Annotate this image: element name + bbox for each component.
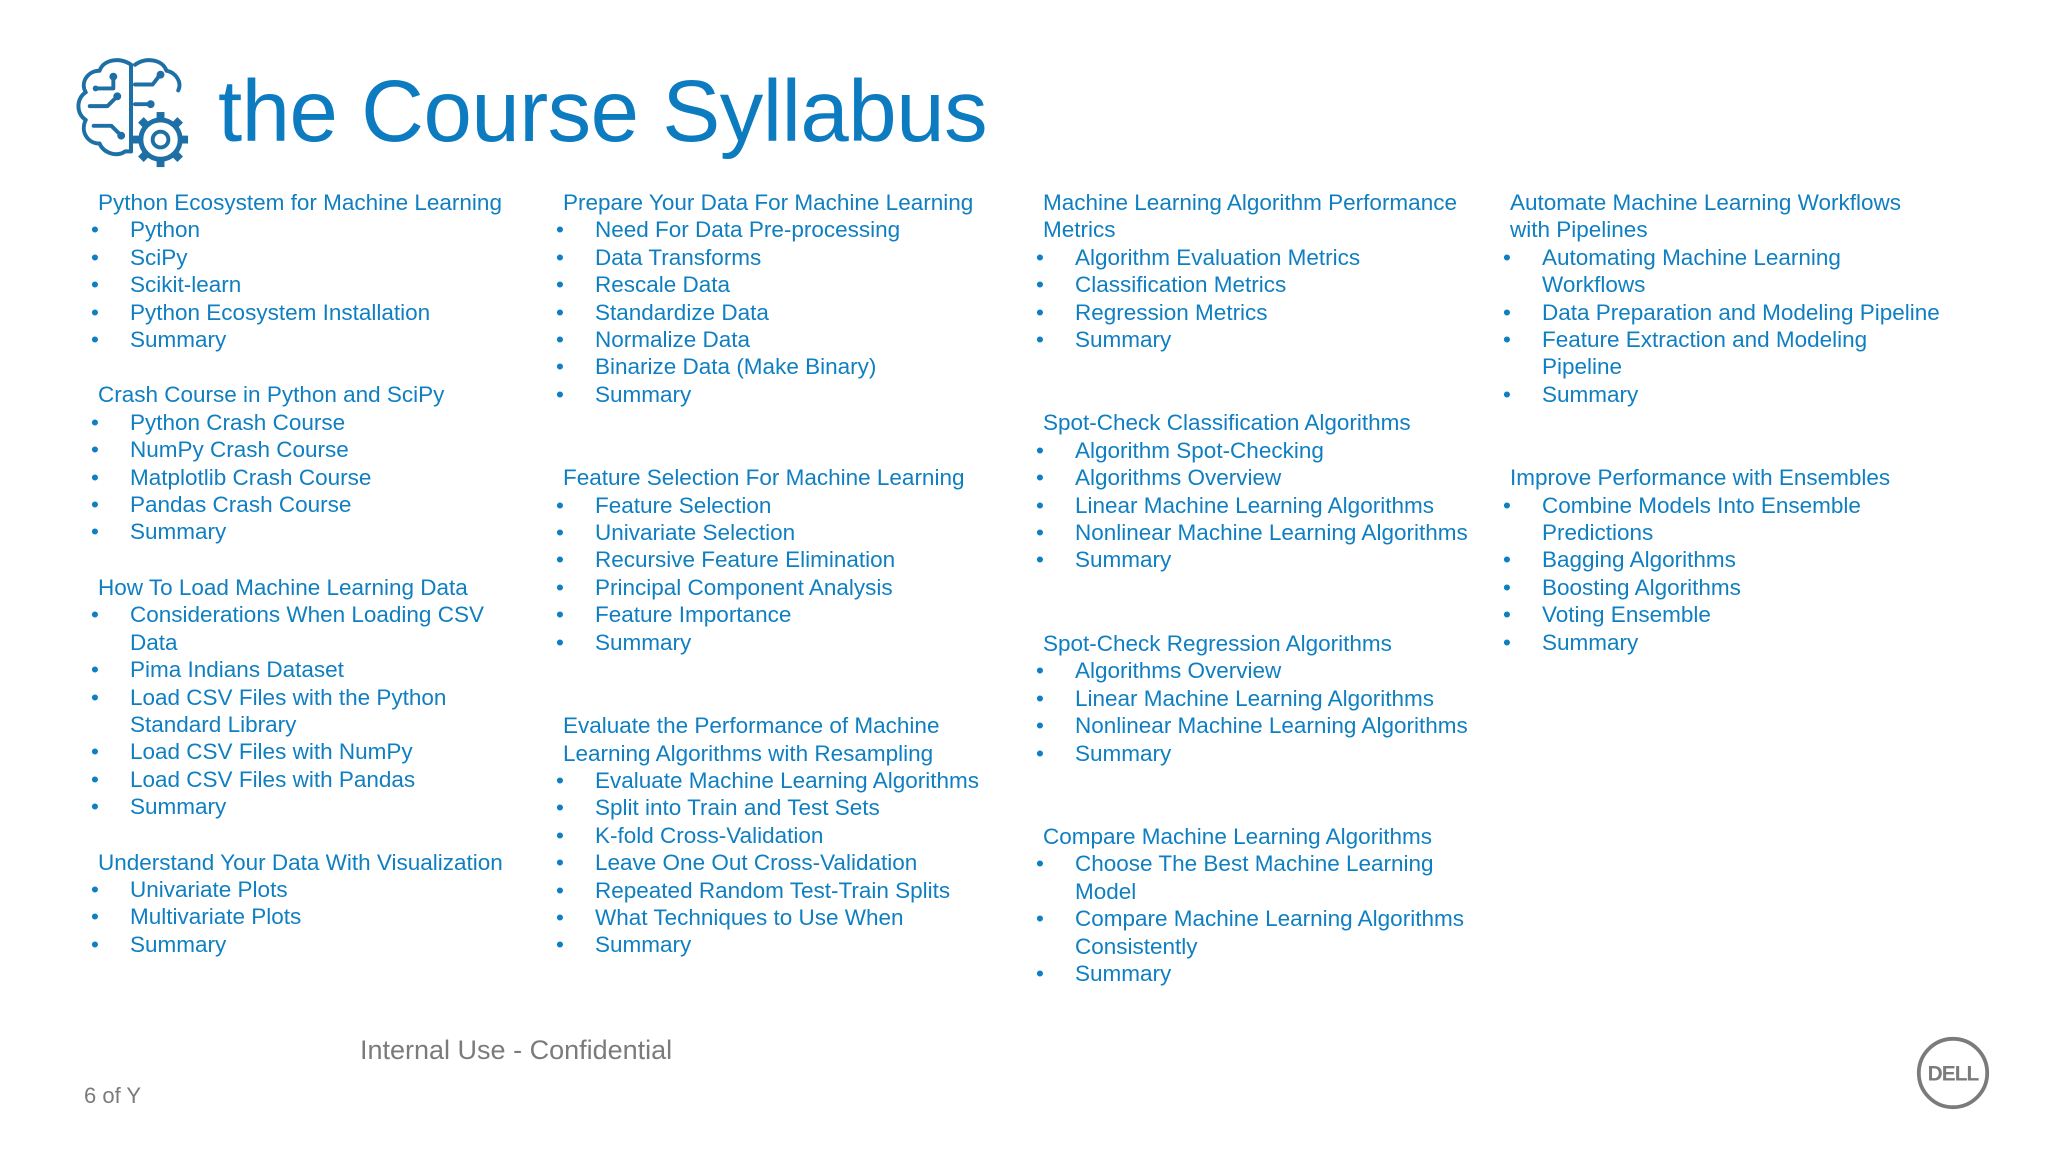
section-item-list [556, 216, 996, 408]
list-item: • Standardize Data [556, 299, 996, 326]
list-item: • Repeated Random Test-Train Splits [556, 877, 996, 904]
section-item-list [91, 601, 511, 820]
list-item: • Split into Train and Test Sets [556, 794, 996, 821]
list-item: • Need For Data Pre-processing [556, 216, 996, 243]
section-item-list [1036, 850, 1476, 987]
list-item: • Feature Importance [556, 601, 996, 628]
section-item-list [91, 216, 511, 353]
list-item: • Binarize Data (Make Binary) [556, 353, 996, 380]
list-item: • Evaluate Machine Learning Algorithms [556, 767, 996, 794]
syllabus-section [1503, 189, 1943, 408]
list-item: • Automating Machine Learning Workflows [1503, 244, 1943, 299]
list-item: • Feature Selection [556, 492, 996, 519]
list-item: • Feature Extraction and Modeling Pipeline [1503, 326, 1943, 381]
section-item-list [556, 492, 996, 656]
list-item: • Python [91, 216, 511, 243]
list-item: • Summary [1036, 546, 1476, 573]
list-item: • NumPy Crash Course [91, 436, 511, 463]
dell-logo-icon [1915, 1035, 1991, 1111]
section-title: Machine Learning Algorithm Performance Metrics [1043, 190, 1457, 243]
list-item: • Nonlinear Machine Learning Algorithms [1036, 712, 1476, 739]
list-item: • Python Crash Course [91, 409, 511, 436]
syllabus-column-3 [1036, 189, 1476, 987]
list-item: • Leave One Out Cross-Validation [556, 849, 996, 876]
list-item: • Summary [1036, 740, 1476, 767]
section-item-list [1503, 244, 1943, 408]
section-title: Feature Selection For Machine Learning [563, 465, 965, 491]
list-item: • Pandas Crash Course [91, 491, 511, 518]
section-title: Spot-Check Classification Algorithms [1043, 410, 1411, 436]
dell-logo-text: DELL [1927, 1062, 1979, 1086]
syllabus-section [556, 712, 996, 959]
list-item: • Load CSV Files with the Python Standard Library [91, 684, 511, 739]
list-item: • Summary [556, 381, 996, 408]
syllabus-section [1036, 409, 1476, 573]
section-item-list [91, 409, 511, 546]
list-item: • Summary [556, 931, 996, 958]
list-item: • Summary [1036, 960, 1476, 987]
list-item: • Algorithm Evaluation Metrics [1036, 244, 1476, 271]
section-item-list [91, 876, 511, 958]
syllabus-section [1036, 630, 1476, 767]
list-item: • Data Transforms [556, 244, 996, 271]
list-item: • Python Ecosystem Installation [91, 299, 511, 326]
section-item-list [556, 767, 996, 959]
list-item: • Summary [1503, 629, 1943, 656]
section-item-list [1036, 437, 1476, 574]
syllabus-section [91, 381, 511, 545]
list-item: • Linear Machine Learning Algorithms [1036, 492, 1476, 519]
list-item: • Nonlinear Machine Learning Algorithms [1036, 519, 1476, 546]
list-item: • Normalize Data [556, 326, 996, 353]
list-item: • Load CSV Files with NumPy [91, 738, 511, 765]
list-item: • Summary [91, 793, 511, 820]
syllabus-section [1036, 189, 1476, 353]
syllabus-section [91, 574, 511, 821]
list-item: • Data Preparation and Modeling Pipeline [1503, 299, 1943, 326]
list-item: • Regression Metrics [1036, 299, 1476, 326]
list-item: • Choose The Best Machine Learning Model [1036, 850, 1476, 905]
list-item: • Pima Indians Dataset [91, 656, 511, 683]
brain-gear-icon [74, 55, 192, 173]
list-item: • Bagging Algorithms [1503, 546, 1943, 573]
syllabus-section [1503, 464, 1943, 656]
list-item: • Algorithms Overview [1036, 657, 1476, 684]
section-title: Crash Course in Python and SciPy [98, 382, 445, 408]
list-item: • Rescale Data [556, 271, 996, 298]
list-item: • Scikit-learn [91, 271, 511, 298]
list-item: • Summary [91, 518, 511, 545]
section-title: Automate Machine Learning Workflows with Pipelines [1510, 190, 1902, 243]
list-item: • Voting Ensemble [1503, 601, 1943, 628]
list-item: • Summary [91, 931, 511, 958]
syllabus-section [1036, 823, 1476, 987]
list-item: • Load CSV Files with Pandas [91, 766, 511, 793]
list-item: • Summary [1503, 381, 1943, 408]
section-title: How To Load Machine Learning Data [98, 574, 468, 600]
section-title: Evaluate the Performance of Machine Learning Algorithms with Resampling [563, 713, 940, 766]
list-item: • Combine Models Into Ensemble Predictions [1503, 492, 1943, 547]
section-item-list [1036, 657, 1476, 767]
list-item: • K-fold Cross-Validation [556, 822, 996, 849]
section-title: Understand Your Data With Visualization [98, 849, 503, 875]
list-item: • Recursive Feature Elimination [556, 546, 996, 573]
list-item: • Linear Machine Learning Algorithms [1036, 685, 1476, 712]
list-item: • Algorithms Overview [1036, 464, 1476, 491]
list-item: • Matplotlib Crash Course [91, 464, 511, 491]
list-item: • Multivariate Plots [91, 903, 511, 930]
list-item: • What Techniques to Use When [556, 904, 996, 931]
section-title: Improve Performance with Ensembles [1510, 465, 1891, 491]
syllabus-column-2 [556, 189, 996, 959]
list-item: • Boosting Algorithms [1503, 574, 1943, 601]
section-title: Prepare Your Data For Machine Learning [563, 190, 974, 215]
section-item-list [1036, 244, 1476, 354]
section-title: Compare Machine Learning Algorithms [1043, 823, 1432, 849]
list-item: • SciPy [91, 244, 511, 271]
syllabus-section [91, 189, 511, 353]
page-number: 6 of Y [84, 1083, 142, 1108]
list-item: • Univariate Selection [556, 519, 996, 546]
list-item: • Compare Machine Learning Algorithms Consistently [1036, 905, 1476, 960]
list-item: • Algorithm Spot-Checking [1036, 437, 1476, 464]
syllabus-column-4 [1503, 189, 1943, 656]
list-item: • Summary [556, 629, 996, 656]
syllabus-section [91, 849, 511, 959]
confidential-label: Internal Use - Confidential [360, 1035, 673, 1065]
syllabus-section [556, 464, 996, 656]
syllabus-column-1 [91, 189, 511, 958]
list-item: • Summary [91, 326, 511, 353]
section-item-list [1503, 492, 1943, 656]
page-title: the Course Syllabus [218, 63, 988, 160]
section-title: Spot-Check Regression Algorithms [1043, 630, 1392, 656]
list-item: • Considerations When Loading CSV Data [91, 601, 511, 656]
list-item: • Classification Metrics [1036, 271, 1476, 298]
list-item: • Principal Component Analysis [556, 574, 996, 601]
syllabus-section [556, 189, 996, 408]
section-title: Python Ecosystem for Machine Learning [98, 190, 502, 215]
list-item: • Summary [1036, 326, 1476, 353]
list-item: • Univariate Plots [91, 876, 511, 903]
